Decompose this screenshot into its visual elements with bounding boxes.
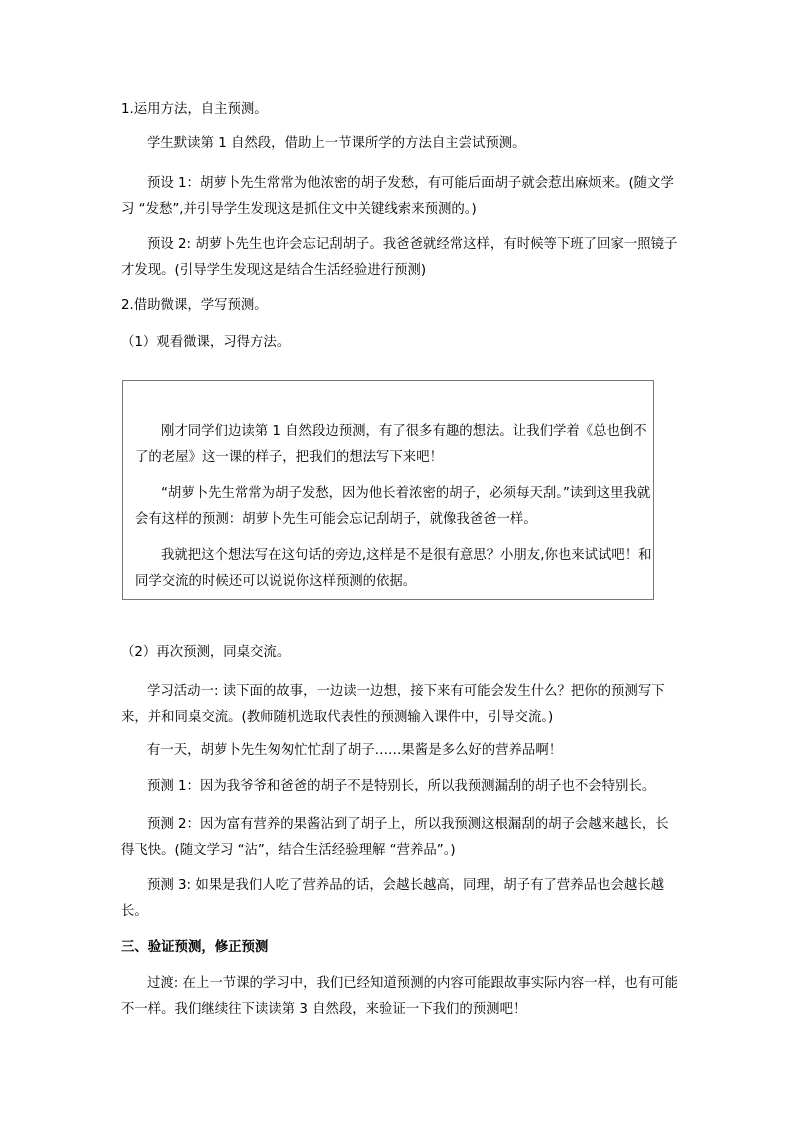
- textbox-paragraph-3: 我就把这个想法写在这句话的旁边,这样是不是很有意思？小朋友,你也来试试吧！和同学交流的时候还可以说说你这样预测的依据。: [135, 548, 652, 589]
- prediction-3: 预测 3: 如果是我们人吃了营养品的话，会越长越高，同理，胡子有了营养品也会越长越长。: [121, 878, 664, 919]
- microlesson-textbox: [122, 380, 654, 600]
- prediction-1: 预测 1：因为我爷爷和爸爸的胡子不是特别长，所以我预测漏刮的胡子也不会特别长。: [147, 779, 656, 794]
- section1-heading: 1.运用方法，自主预测。: [121, 102, 268, 117]
- section3-heading: 三、验证预测，修正预测: [121, 940, 269, 955]
- learning-activity-1: 学习活动一: 读下面的故事，一边读一边想，接下来有可能会发生什么？把你的预测写下来，并和同桌交流。(教师随机选取代表性的预测输入课件中，引导交流。): [121, 684, 665, 725]
- subheading-watch-microlesson: （1）观看微课，习得方法。: [121, 335, 291, 350]
- textbox-paragraph-1: 刚才同学们边读第 1 自然段边预测，有了很多有趣的想法。让我们学着《总也倒不了的老屋》这一课的样子，把我们的想法写下来吧！: [135, 424, 647, 465]
- subheading-predict-again: （2）再次预测，同桌交流。: [121, 645, 291, 660]
- preset-2: 预设 2: 胡萝卜先生也许会忘记刮胡子。我爸爸就经常这样，有时候等下班了回家一照镜子才发现。(引导学生发现这是结合生活经验进行预测): [121, 237, 678, 278]
- textbox-paragraph-2: “胡萝卜先生常常为胡子发愁，因为他长着浓密的胡子，必须每天刮。”读到这里我就会有这样的预测：胡萝卜先生可能会忘记刮胡子，就像我爸爸一样。: [135, 486, 651, 527]
- transition-paragraph: 过渡: 在上一节课的学习中，我们已经知道预测的内容可能跟故事实际内容一样，也有可能不一样。我们继续往下读读第 3 自然段，来验证一下我们的预测吧！: [121, 976, 678, 1017]
- section2-heading: 2.借助微课，学写预测。: [121, 298, 268, 313]
- story-excerpt: 有一天，胡萝卜先生匆匆忙忙刮了胡子……果酱是多么好的营养品啊！: [147, 743, 563, 758]
- prediction-2: 预测 2：因为富有营养的果酱沾到了胡子上，所以我预测这根漏刮的胡子会越来越长，长得飞快。(随文学习 “沾”，结合生活经验理解 “营养品”。): [121, 817, 669, 858]
- section1-intro: 学生默读第 1 自然段，借助上一节课所学的方法自主尝试预测。: [147, 136, 526, 151]
- preset-1: 预设 1：胡萝卜先生常常为他浓密的胡子发愁，有可能后面胡子就会惹出麻烦来。(随文学习 “发愁”,并引导学生发现这是抓住文中关键线索来预测的。): [121, 176, 674, 217]
